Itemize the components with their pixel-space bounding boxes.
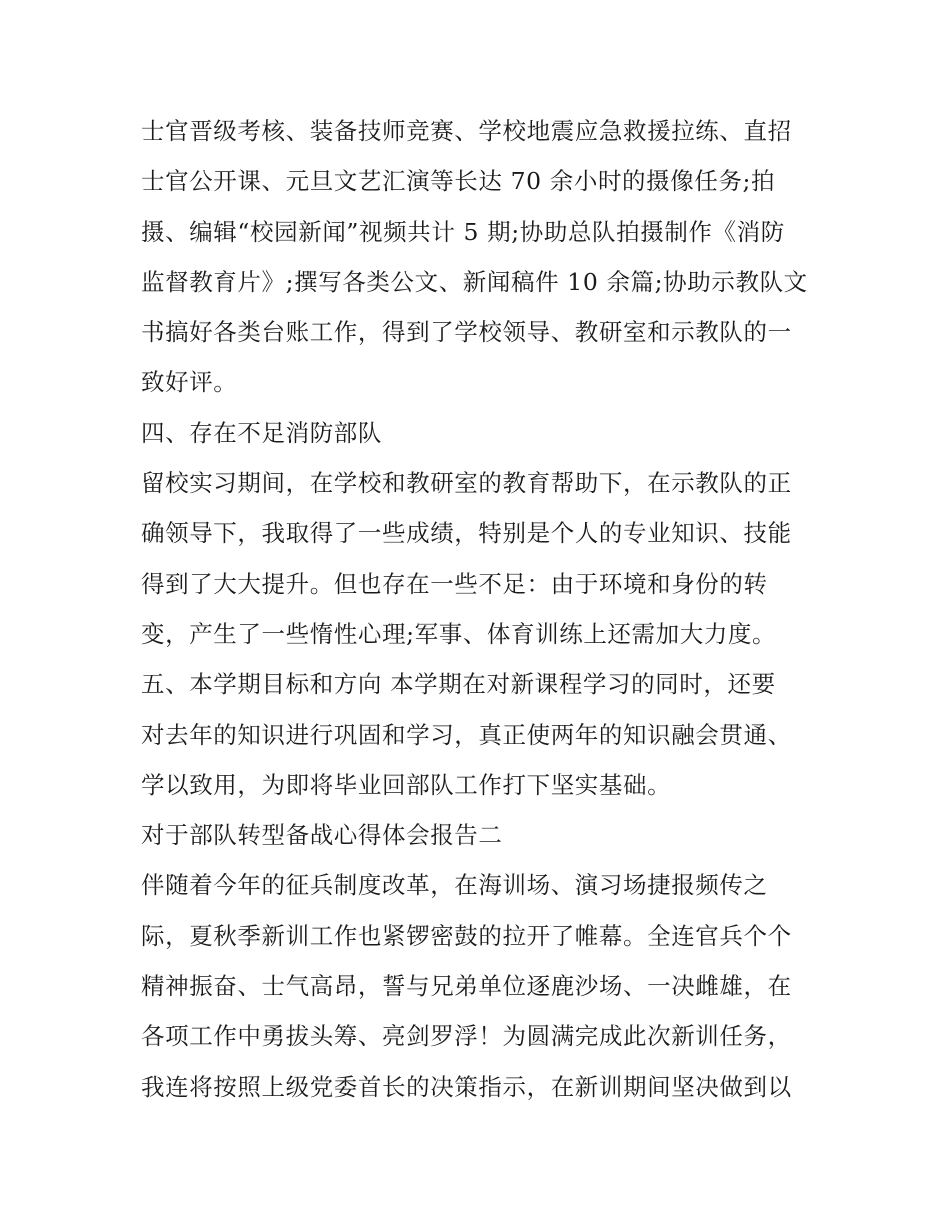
text-line: 士官公开课、元旦文艺汇演等长达 70 余小时的摄像任务;拍 xyxy=(141,167,776,196)
text-line: 各项工作中勇拔头筹、亮剑罗浮！为圆满完成此次新训任务， xyxy=(141,1022,792,1051)
text-line: 致好评。 xyxy=(141,368,238,397)
text-line: 摄、编辑“校园新闻”视频共计 5 期;协助总队拍摄制作《消防 xyxy=(141,217,785,246)
text-line: 确领导下，我取得了一些成绩，特别是个人的专业知识、技能 xyxy=(141,519,792,548)
text-line: 伴随着今年的征兵制度改革，在海训场、演习场捷报频传之 xyxy=(141,871,768,900)
document-body xyxy=(141,106,821,1112)
text-line: 监督教育片》;撰写各类公文、新闻稿件 10 余篇;协助示教队文 xyxy=(141,267,808,296)
text-line: 际，夏秋季新训工作也紧锣密鼓的拉开了帷幕。全连官兵个个 xyxy=(141,921,792,950)
text-line: 学以致用，为即将毕业回部队工作打下坚实基础。 xyxy=(141,770,672,799)
text-line: 书搞好各类台账工作，得到了学校领导、教研室和示教队的一 xyxy=(141,318,792,347)
text-line: 士官晋级考核、装备技师竞赛、学校地震应急救援拉练、直招 xyxy=(141,117,792,145)
text-line: 留校实习期间，在学校和教研室的教育帮助下，在示教队的正 xyxy=(141,469,792,498)
report-title: 对于部队转型备战心得体会报告二 xyxy=(141,821,503,850)
text-line: 我连将按照上级党委首长的决策指示，在新训期间坚决做到以 xyxy=(141,1072,792,1101)
text-line: 精神振奋、士气高昂，誓与兄弟单位逐鹿沙场、一决雌雄，在 xyxy=(141,972,792,1001)
text-line: 变，产生了一些惰性心理;军事、体育训练上还需加大力度。 xyxy=(141,619,777,648)
text-line: 对去年的知识进行巩固和学习，真正使两年的知识融会贯通、 xyxy=(141,720,792,749)
section-heading: 五、本学期目标和方向 本学期在对新课程学习的同时，还要 xyxy=(141,670,776,699)
section-heading: 四、存在不足消防部队 xyxy=(141,418,382,447)
text-line: 得到了大大提升。但也存在一些不足：由于环境和身份的转 xyxy=(141,569,768,598)
